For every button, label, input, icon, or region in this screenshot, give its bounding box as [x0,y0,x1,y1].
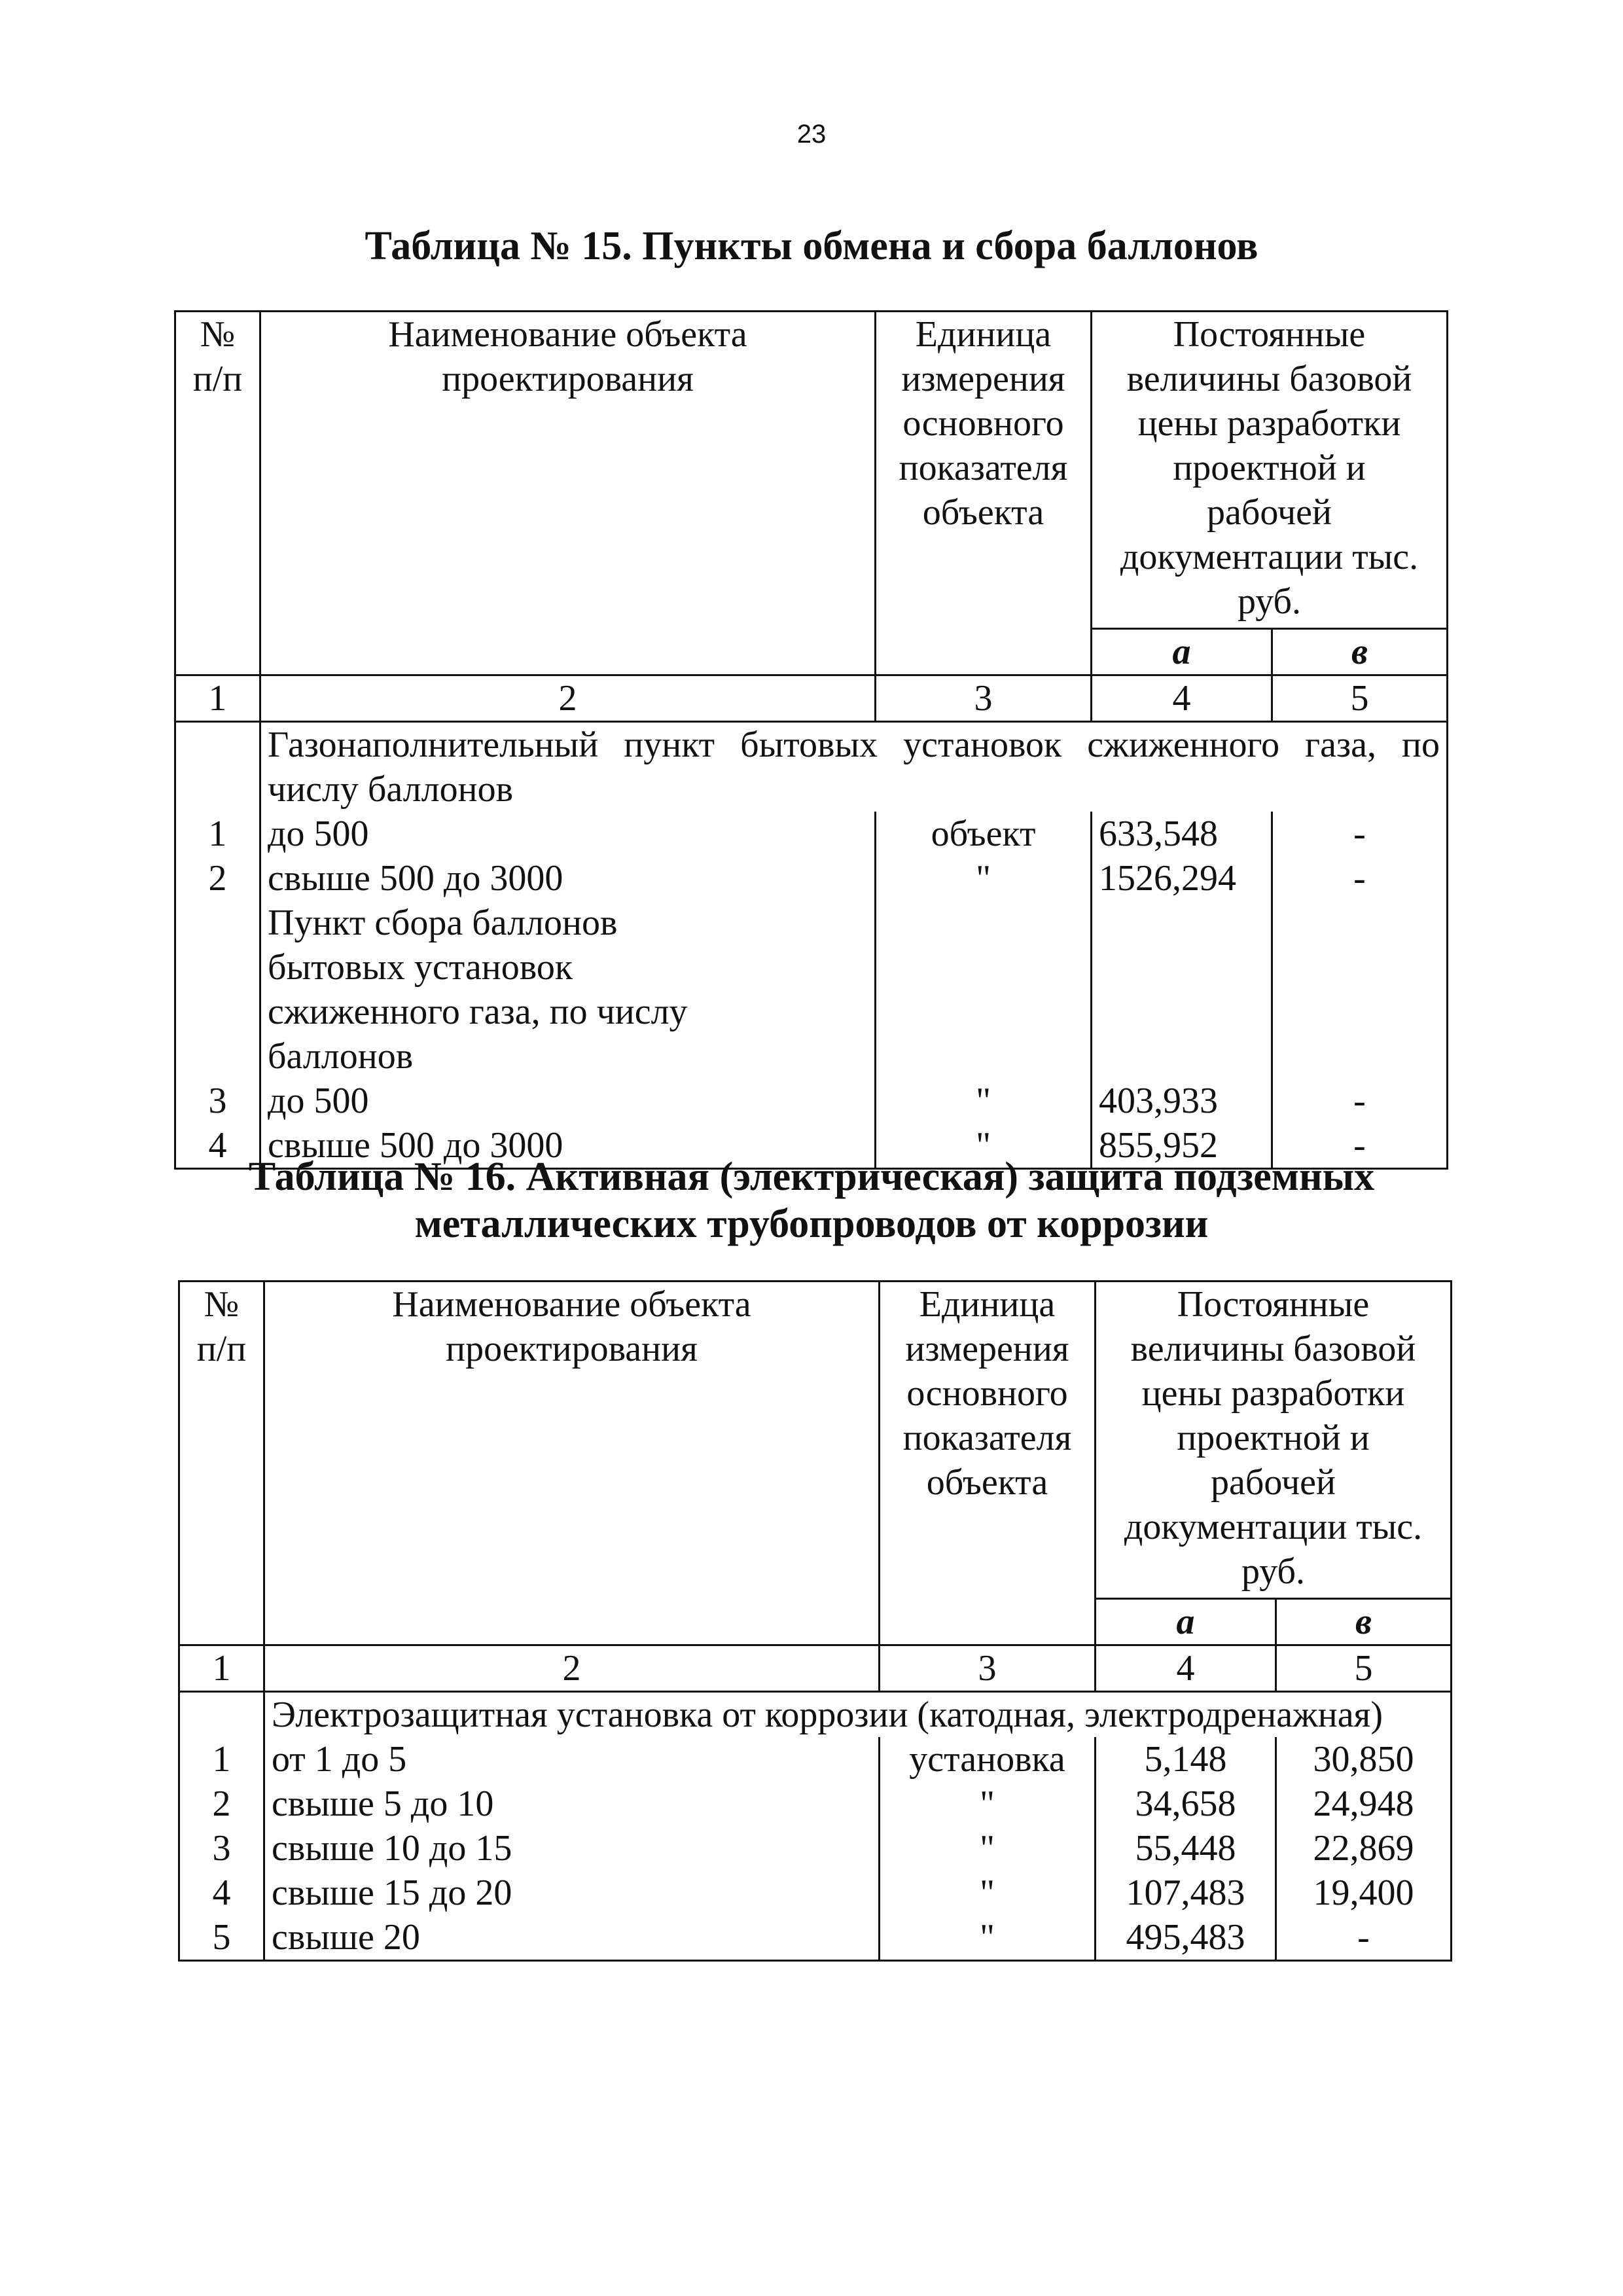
row-unit: " [876,1123,1092,1169]
header-num: № п/п [179,1282,264,1645]
row-num-empty [179,1692,264,1738]
row-value-b: - [1276,1915,1452,1961]
row-value-a: 495,483 [1096,1915,1276,1961]
header-col-a: а [1096,1599,1276,1645]
table15-title: Таблица № 15. Пункты обмена и сбора баллонов [365,224,1258,268]
table16-title-line1: Таблица № 16. Активная (электрическая) защита подземных [248,1155,1375,1199]
header-unit: Единица измерения основного показателя объекта [880,1282,1096,1645]
table16-title-line2: металлических трубопроводов от коррозии [414,1202,1209,1246]
row-name: свыше 500 до 3000 [260,856,876,901]
row-value-b: 22,869 [1276,1826,1452,1871]
row-value-a: 1526,294 [1092,856,1272,901]
row-unit: объект [876,812,1092,856]
row-number: 4 [175,1123,260,1169]
row-value-b: - [1272,856,1448,901]
row-number: 5 [179,1915,264,1961]
row-value-a: 855,952 [1092,1123,1272,1169]
header-prices: Постоянные величины базовой цены разработки проектной и рабочей документации тыс. руб. [1092,312,1448,629]
row-unit: " [880,1871,1096,1915]
row-name: свыше 15 до 20 [264,1871,880,1915]
row-number: 2 [175,856,260,901]
col-number: 1 [179,1645,264,1692]
row-number: 3 [175,1079,260,1123]
row-value-b: 24,948 [1276,1782,1452,1826]
row-unit: установка [880,1737,1096,1782]
col-number: 1 [175,675,260,722]
header-col-a: а [1092,629,1272,675]
col-number: 5 [1272,675,1448,722]
row-value-a: 5,148 [1096,1737,1276,1782]
col-number: 2 [260,675,876,722]
row-name: от 1 до 5 [264,1737,880,1782]
col-number: 5 [1276,1645,1452,1692]
row-value-b: - [1272,1123,1448,1169]
row-unit: " [876,1079,1092,1123]
row-value-a: 55,448 [1096,1826,1276,1871]
row-name: свыше 20 [264,1915,880,1961]
row-unit: " [876,856,1092,901]
row-value-b: - [1272,1079,1448,1123]
row-value-a: 403,933 [1092,1079,1272,1123]
col-number: 4 [1092,675,1272,722]
group-heading: Газонаполнительный пункт бытовых установок сжиженного газа, по числу баллонов [260,722,1448,812]
row-unit-empty [876,901,1092,1079]
group-heading: Электрозащитная установка от коррозии (катодная, электродренажная) [264,1692,1452,1738]
col-number: 3 [880,1645,1096,1692]
row-value-a: 107,483 [1096,1871,1276,1915]
row-name: до 500 [260,1079,876,1123]
col-number: 2 [264,1645,880,1692]
row-name: свыше 10 до 15 [264,1826,880,1871]
header-num: № п/п [175,312,260,675]
row-num-empty [175,722,260,812]
row-name: свыше 5 до 10 [264,1782,880,1826]
row-b-empty [1272,901,1448,1079]
row-number: 1 [179,1737,264,1782]
header-name: Наименование объекта проектирования [264,1282,880,1645]
group-heading: Пункт сбора баллонов бытовых установок сжиженного газа, по числу баллонов [260,901,876,1079]
row-number: 2 [179,1782,264,1826]
row-value-a: 633,548 [1092,812,1272,856]
row-number: 3 [179,1826,264,1871]
row-value-b: - [1272,812,1448,856]
col-number: 3 [876,675,1092,722]
row-number: 1 [175,812,260,856]
table15 [174,310,1448,1170]
row-a-empty [1092,901,1272,1079]
page-number: 23 [796,120,827,149]
col-number: 4 [1096,1645,1276,1692]
header-name: Наименование объекта проектирования [260,312,876,675]
row-name: до 500 [260,812,876,856]
row-unit: " [880,1915,1096,1961]
row-unit: " [880,1826,1096,1871]
header-col-b: в [1272,629,1448,675]
row-value-b: 30,850 [1276,1737,1452,1782]
table16 [178,1280,1452,1962]
header-col-b: в [1276,1599,1452,1645]
row-number: 4 [179,1871,264,1915]
row-unit: " [880,1782,1096,1826]
row-value-a: 34,658 [1096,1782,1276,1826]
row-num-empty [175,901,260,1079]
header-prices: Постоянные величины базовой цены разработки проектной и рабочей документации тыс. руб. [1096,1282,1452,1599]
row-value-b: 19,400 [1276,1871,1452,1915]
row-name: свыше 500 до 3000 [260,1123,876,1169]
header-unit: Единица измерения основного показателя объекта [876,312,1092,675]
